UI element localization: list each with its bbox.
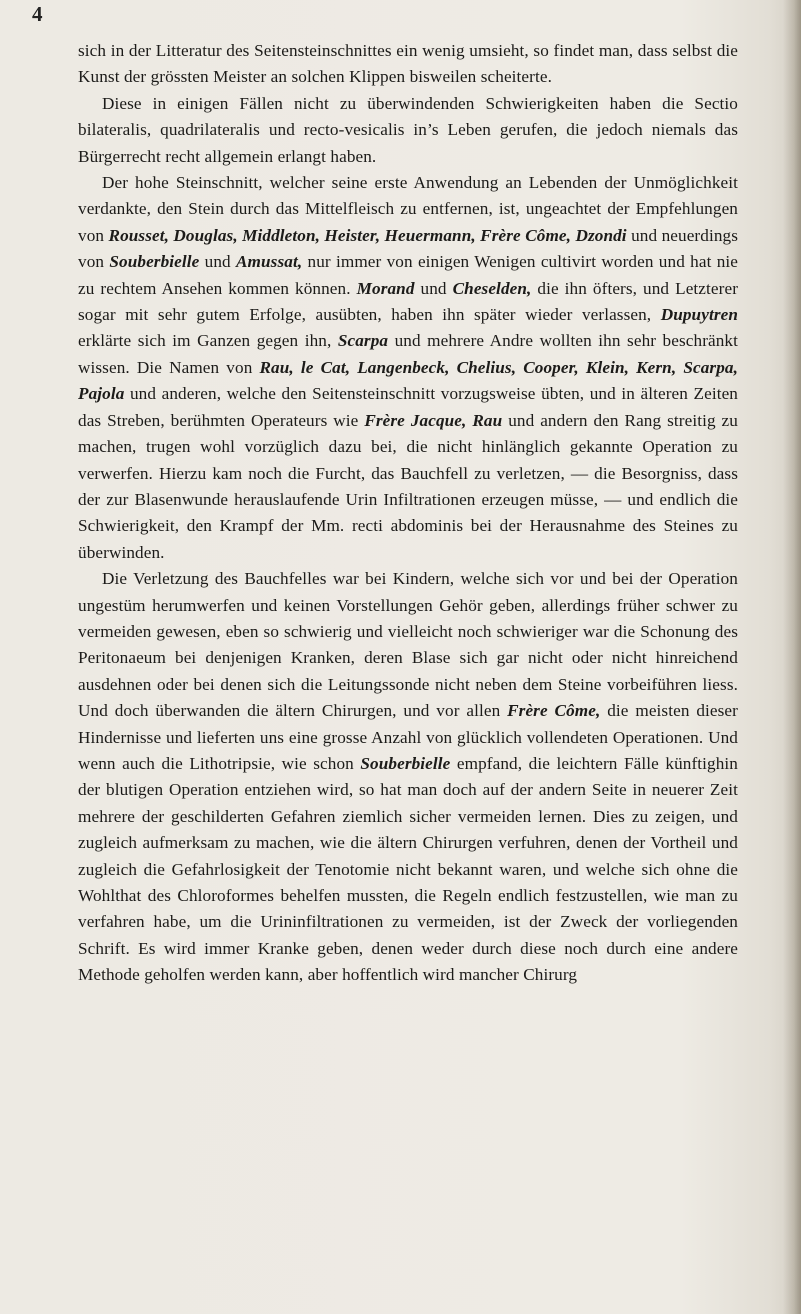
page-edge-shadow xyxy=(783,0,801,1314)
italic-name: Amussat, xyxy=(235,252,303,272)
paragraph xyxy=(78,91,738,170)
text-run: Die Verletzung des Bauchfelles war bei Kindern, welche sich vor und bei der Operation ungestüm herumwerfen und keinen Vorstellungen Gehör geben, allerdings früher schwer zu vermeiden gewesen, eben so schwierig und vielleicht noch schwieriger war die Schonung des Peritonaeum bei denjenigen Kranken, deren Blase sich gar nicht oder nicht hinreichend ausdehnen oder bei denen sich die Leitungssonde nicht neben dem Steine vorbeiführen liess. Und doch überwanden die ältern Chirurgen, und vor allen xyxy=(78,569,738,721)
italic-name: Souberbielle xyxy=(109,252,200,272)
paragraph xyxy=(78,566,738,989)
italic-name: Rousset, Douglas, Middleton, Heister, Heuermann, Frère Côme, Dzondi xyxy=(108,225,627,245)
text-run: und xyxy=(199,252,236,272)
text-run: erklärte sich im Ganzen gegen ihn, xyxy=(78,331,338,351)
text-run: sich in der Litteratur des Seitensteinschnittes ein wenig umsieht, so findet man, dass selbst die Kunst der grössten Meister an solchen Klippen bisweilen scheiterte. xyxy=(78,41,738,87)
italic-name: Frère Côme, xyxy=(507,701,601,721)
italic-name: Rau xyxy=(472,410,503,430)
text-run: empfand, die leichtern Fälle künftighin der blutigen Operation entziehen wird, so hat man doch auf der andern Seite in neuerer Zeit mehrere der geschilderten Gefahren ziemlich sicher vermeiden lernen. Dies zu zeigen, und zugleich aufmerksam zu machen, wie die ältern Chirurgen verfuhren, denen der Vortheil und zugleich die Gefahrlosigkeit der Tenotomie nicht bekannt waren, und welche sich ohne die Wohlthat des Chloroformes behelfen mussten, die Regeln endlich festzustellen, wie man zu verfahren habe, um die Urininfiltrationen zu vermeiden, ist der Zweck der vorliegenden Schrift. Es wird immer Kranke geben, denen weder durch diese noch durch eine andere Methode geholfen werden kann, aber hoffentlich wird mancher Chirurg xyxy=(78,753,738,985)
paragraph xyxy=(78,170,738,566)
text-run: die meisten dieser Hindernisse und lieferten uns eine grosse Anzahl von glücklich vollendeten Operationen. Und wenn auch die Lithotripsie, wie schon xyxy=(78,701,738,773)
paragraph xyxy=(78,38,738,91)
text-run: und neuerdings von xyxy=(78,225,739,272)
text-run: und anderen, welche den Seitensteinschnitt vorzugsweise übten, und in älteren Zeiten das Streben, berühmten Operateurs wie xyxy=(78,384,738,430)
body-text xyxy=(78,38,738,989)
italic-name: Frère Jacque, xyxy=(364,410,467,430)
italic-name: Cheselden, xyxy=(452,278,532,298)
text-run: nur immer von einigen Wenigen cultivirt worden und hat nie zu rechtem Ansehen kommen können. xyxy=(78,252,739,298)
text-run: und mehrere Andre wollten ihn sehr beschränkt wissen. Die Namen von xyxy=(78,331,739,377)
italic-name: Scarpa xyxy=(337,331,389,351)
page-number: 4 xyxy=(32,2,43,26)
text-run: Der hohe Steinschnitt, welcher seine erste Anwendung an Lebenden der Unmöglichkeit verdankte, den Stein durch das Mittelfleisch zu entfernen, ist, ungeachtet der Empfehlungen von xyxy=(78,173,738,245)
italic-name: Morand xyxy=(356,278,415,298)
italic-name: Souberbielle xyxy=(360,753,451,773)
text-run: und xyxy=(414,278,453,298)
text-run: und andern den Rang streitig zu machen, trugen wohl vorzüglich dazu bei, die nicht hinlänglich gekannte Operation zu verwerfen. Hierzu kam noch die Furcht, das Bauchfell zu verletzen, — die Besorgniss, dass der zur Blasenwunde herauslaufende Urin Infiltrationen erzeugen müsse, — und endlich die Schwierigkeit, den Krampf der Mm. recti abdominis bei der Herausnahme des Steines zu überwinden. xyxy=(78,410,738,562)
italic-name: Rau, le Cat, Langenbeck, Chelius, Cooper, Klein, Kern, Scarpa, Pajola xyxy=(78,357,738,404)
text-run: Diese in einigen Fällen nicht zu überwindenden Schwierigkeiten haben die Sectio bilateralis, quadrilateralis und recto-vesicalis in’s Leben gerufen, die jedoch niemals das Bürgerrecht recht allgemein erlangt haben. xyxy=(78,93,738,166)
text-run: die ihn öfters, und Letzterer sogar mit sehr gutem Erfolge, ausübten, haben ihn später wieder verlassen, xyxy=(78,278,739,325)
italic-name: Dupuytren xyxy=(660,305,738,325)
